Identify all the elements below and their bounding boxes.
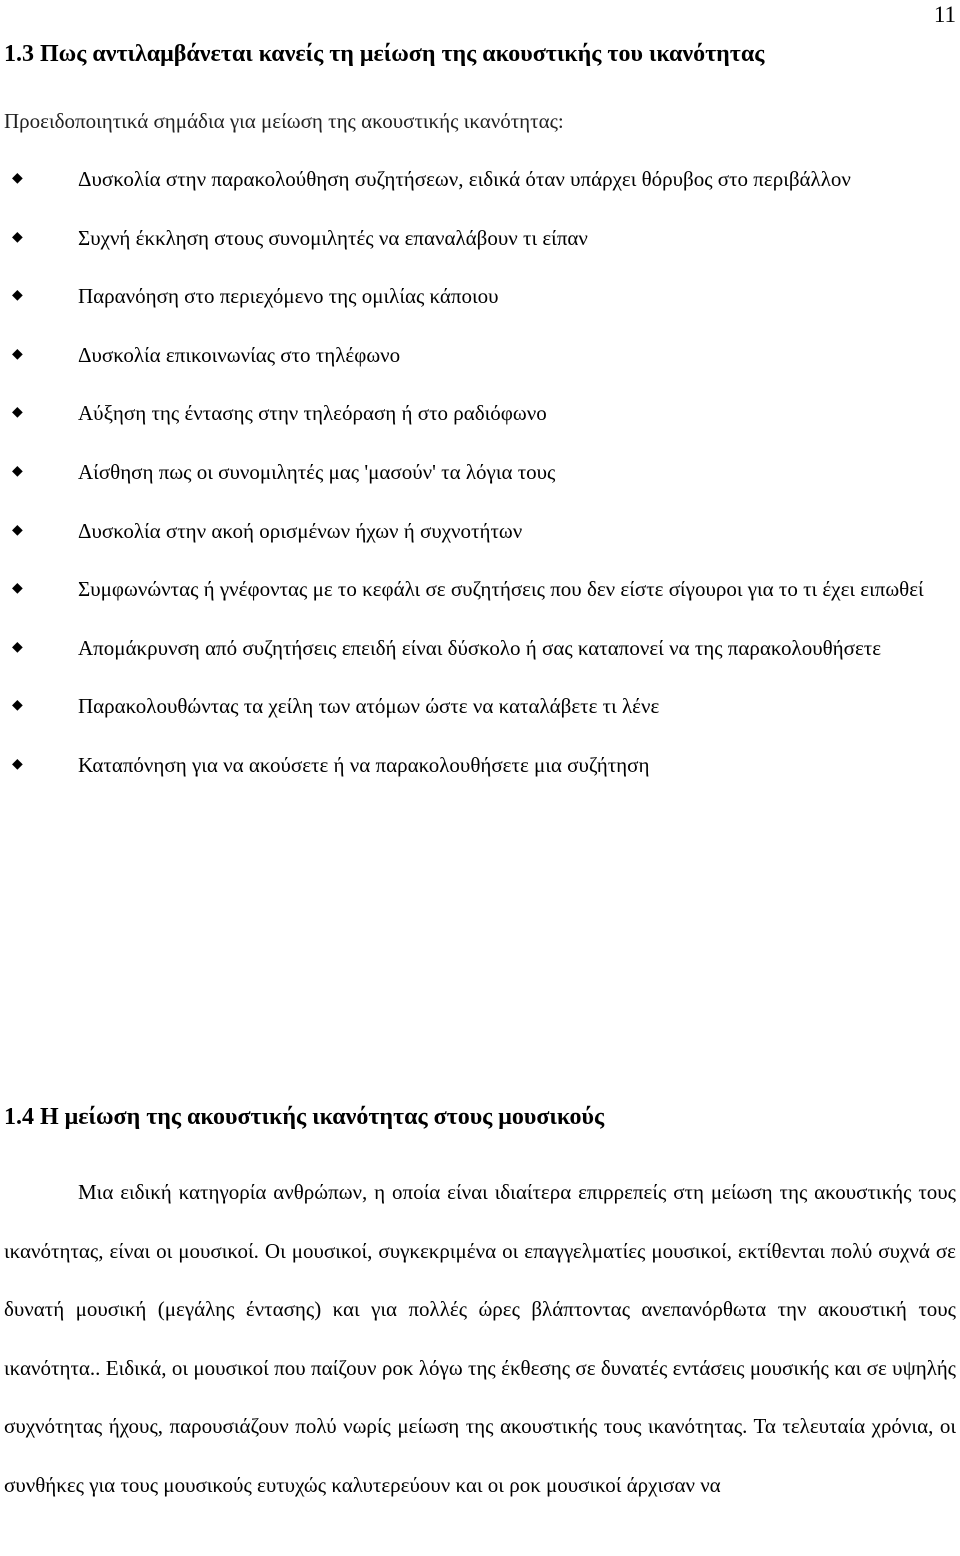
list-item-text: Δυσκολία στην παρακολούθηση συζητήσεων, ειδικά όταν υπάρχει θόρυβος στο περιβάλλον xyxy=(78,167,851,191)
list-item-text: Δυσκολία στην ακοή ορισμένων ήχων ή συχνοτήτων xyxy=(78,518,523,543)
list-item xyxy=(0,326,960,385)
diamond-bullet-icon: ◆ xyxy=(12,171,23,186)
list-item xyxy=(0,209,960,268)
diamond-bullet-icon: ◆ xyxy=(12,463,23,479)
list-item xyxy=(0,619,960,678)
list-item-text: Αίσθηση πως οι συνομιλητές μας 'μασούν' τα λόγια τους xyxy=(78,459,556,484)
diamond-bullet-icon: ◆ xyxy=(12,639,23,655)
section-heading: 1.3 Πως αντιλαμβάνεται κανείς τη μείωση της ακουστικής του ικανότητας xyxy=(4,41,765,67)
list-item-text: Συμφωνώντας ή γνέφοντας με το κεφάλι σε συζητήσεις που δεν είστε σίγουροι για το τι έχει ειπωθεί xyxy=(78,577,924,602)
list-item xyxy=(0,736,960,795)
diamond-bullet-icon: ◆ xyxy=(12,522,23,538)
diamond-bullet-icon: ◆ xyxy=(12,405,23,421)
list-item-text: Παρανόηση στο περιεχόμενο της ομιλίας κάποιου xyxy=(78,284,499,309)
diamond-bullet-icon: ◆ xyxy=(12,756,23,772)
diamond-bullet-icon: ◆ xyxy=(12,288,23,304)
list-item-text: Αύξηση της έντασης στην τηλεόραση ή στο ραδιόφωνο xyxy=(78,401,547,426)
list-item-text: Συχνή έκκληση στους συνομιλητές να επαναλάβουν τι είπαν xyxy=(78,225,588,250)
list-item-text: Δυσκολία επικοινωνίας στο τηλέφωνο xyxy=(78,342,401,367)
list-item xyxy=(0,267,960,326)
diamond-bullet-icon: ◆ xyxy=(12,698,23,714)
list-item-text: Παρακολουθώντας τα χείλη των ατόμων ώστε να καταλάβετε τι λένε xyxy=(78,694,660,719)
list-item xyxy=(0,560,960,619)
list-item xyxy=(0,677,960,736)
section-heading: 1.4 Η μείωση της ακουστικής ικανότητας στους μουσικούς xyxy=(4,1104,605,1130)
list-item xyxy=(0,502,960,561)
list-item xyxy=(0,150,960,209)
page-number: 11 xyxy=(933,2,956,27)
diamond-bullet-icon: ◆ xyxy=(12,346,23,362)
diamond-bullet-icon: ◆ xyxy=(12,229,23,245)
diamond-bullet-icon: ◆ xyxy=(12,581,23,597)
warning-signs-list xyxy=(0,150,960,795)
list-item-text: Καταπόνηση για να ακούσετε ή να παρακολουθήσετε μια συζήτηση xyxy=(78,752,650,777)
body-paragraph: Μια ειδική κατηγορία ανθρώπων, η οποία είναι ιδιαίτερα επιρρεπείς στη μείωση της ακουστικής τους ικανότητας, είναι οι μουσικοί. Οι μουσικοί, συγκεκριμένα οι επαγγελματίες μουσικοί, εκτίθενται πολύ συχνά σε δυνατή μουσική (μεγάλης έντασης) και για πολλές ώρες βλάπτοντας ανεπανόρθωτα την ακουστική τους ικανότητα.. Ειδικά, οι μουσικοί που παίζουν ροκ λόγω της έκθεσης σε δυνατές εντάσεις μουσικής και σε υψηλής συχνότητας ήχους, παρουσιάζουν πολύ νωρίς μείωση της ακουστικής τους ικανότητας. Τα τελευταία χρόνια, οι συνθήκες για τους μουσικούς ευτυχώς καλυτερεύουν και οι ροκ μουσικοί άρχισαν να xyxy=(4,1180,956,1497)
list-item-text: Απομάκρυνση από συζητήσεις επειδή είναι δύσκολο ή σας καταπονεί να της παρακολουθήσετε xyxy=(78,635,882,660)
list-item xyxy=(0,443,960,502)
intro-text: Προειδοποιητικά σημάδια για μείωση της ακουστικής ικανότητας: xyxy=(4,109,564,133)
list-item xyxy=(0,384,960,443)
